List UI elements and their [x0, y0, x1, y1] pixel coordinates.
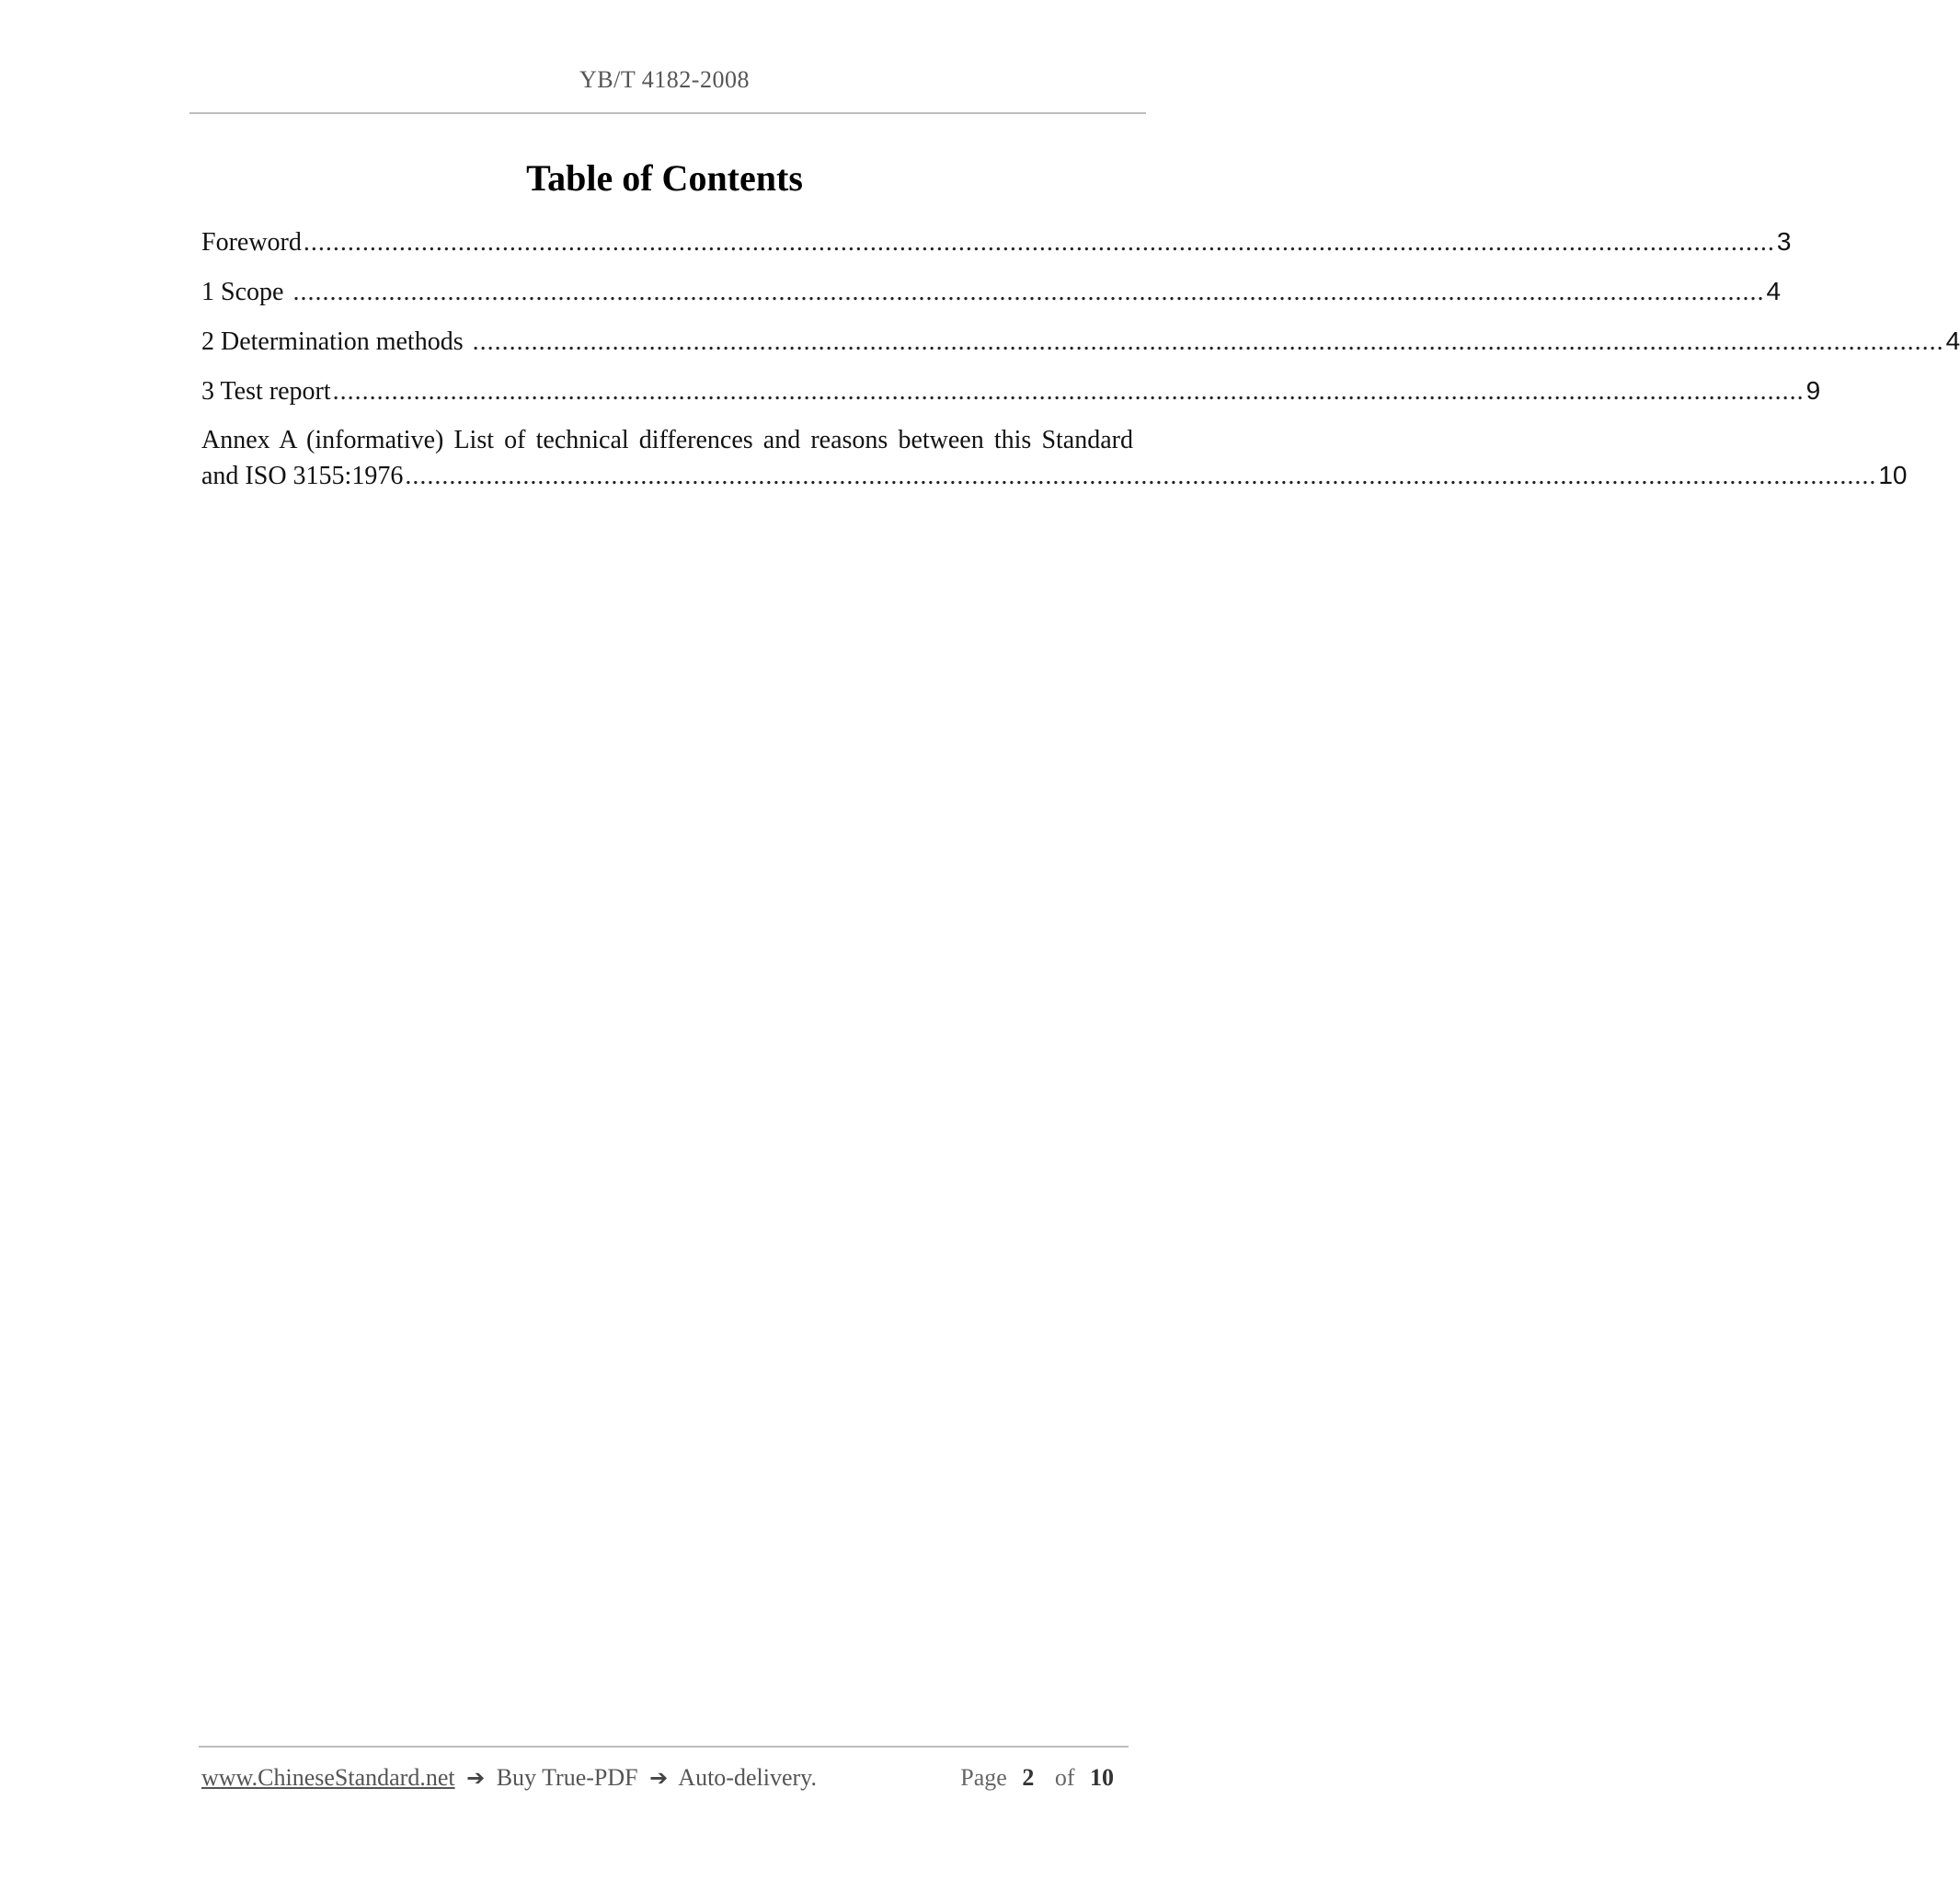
- toc-entry-test-report[interactable]: [201, 373, 1821, 409]
- total-pages-number: 10: [1090, 1764, 1114, 1791]
- toc-entry-label-line1: Annex A (informative) List of technical differences and reasons between this Standard: [201, 426, 1133, 454]
- toc-entry-page: 10: [1878, 461, 1908, 489]
- footer-divider: [199, 1746, 1129, 1748]
- toc-entry-page: 3: [1776, 227, 1792, 256]
- toc-entry-annex-a[interactable]: [201, 423, 1908, 494]
- toc-entry-page: 9: [1805, 376, 1821, 405]
- toc-entry-label: 2 Determination methods: [201, 327, 464, 356]
- toc-entry-determination-methods[interactable]: [201, 324, 1960, 360]
- toc-leader-dots: ........................................................................................................................................................................................................: [332, 377, 1805, 406]
- toc-entry-page: 4: [1945, 327, 1960, 355]
- page-label: Page: [960, 1764, 1007, 1791]
- of-label: of: [1054, 1764, 1075, 1791]
- header-divider: [189, 112, 1146, 114]
- toc-entry-label: 3 Test report: [201, 377, 331, 406]
- current-page-number: 2: [1022, 1764, 1035, 1791]
- header-standard-code: YB/T 4182-2008: [579, 66, 750, 93]
- toc-entry-label: Foreword: [201, 228, 302, 257]
- toc-entry-label: 1 Scope: [201, 278, 284, 306]
- toc-entry-label-line2: and ISO 3155:1976: [201, 462, 404, 490]
- arrow-right-icon: ➔: [466, 1765, 486, 1791]
- toc-entry-scope[interactable]: [201, 274, 1782, 310]
- toc-leader-dots: ........................................................................................................................................................................................................: [464, 327, 1944, 356]
- toc-entry-foreword[interactable]: [201, 224, 1792, 260]
- auto-delivery-text: Auto-delivery.: [678, 1764, 817, 1791]
- website-link[interactable]: www.ChineseStandard.net: [201, 1764, 455, 1791]
- buy-true-pdf-text: Buy True-PDF: [496, 1764, 638, 1791]
- toc-leader-dots: ........................................................................................................................................................................................................: [285, 278, 1765, 306]
- toc-title: Table of Contents: [526, 157, 803, 199]
- toc-leader-dots: ........................................................................................................................................................................................................: [303, 228, 1775, 257]
- toc-entry-page: 4: [1766, 277, 1782, 305]
- toc-list: [201, 224, 1960, 508]
- arrow-right-icon: ➔: [649, 1765, 669, 1791]
- footer-promo: [201, 1764, 817, 1792]
- toc-leader-dots: ........................................................................................................................................................................................................: [405, 462, 1877, 490]
- page-indicator: [960, 1764, 1123, 1792]
